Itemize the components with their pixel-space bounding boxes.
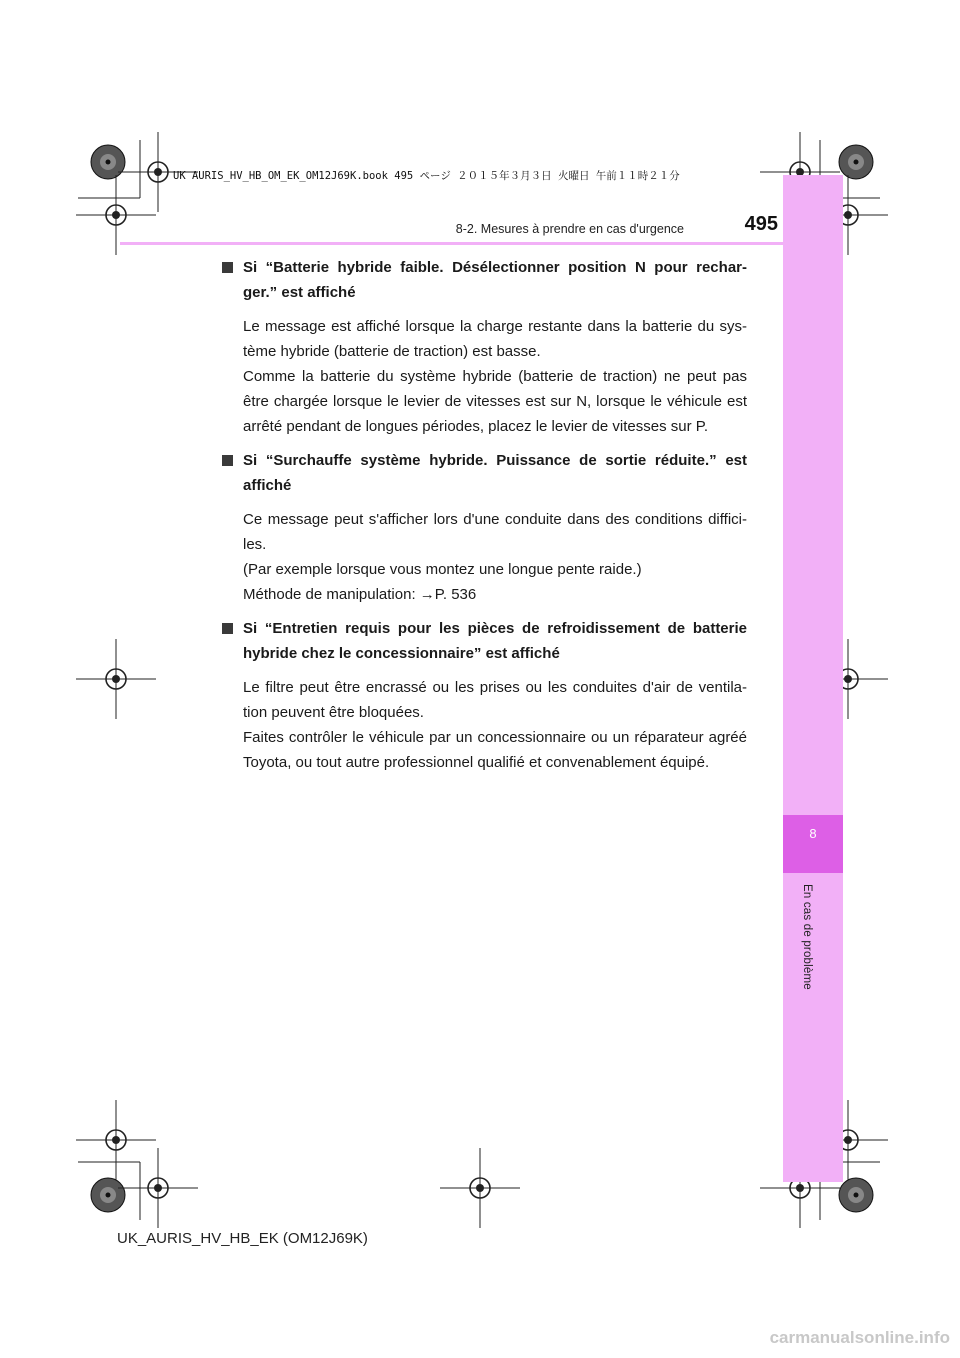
square-bullet-icon [222, 262, 233, 273]
crosshair-icon [440, 1148, 520, 1228]
entry-body: Ce message peut s'afficher lors d'une conduite dans des conditions diffici- les. (Par exemple lorsque vous montez une longue pente raide.) Méthode de manipulation: →P. 536 [243, 511, 747, 603]
crosshair-icon [76, 1100, 156, 1180]
side-tab [783, 175, 843, 1182]
target-burst-icon [839, 145, 873, 179]
entry-body: Le filtre peut être encrassé ou les prises ou les conduites d'air de ventila- tion peuvent être bloquées. Faites contrôler le véhicule par un concessionnaire ou un réparateur agréé Toyota, ou tout autre professionnel qualifié et convenablement équipé. [243, 679, 747, 771]
crosshair-icon [76, 639, 156, 719]
crosshair-icon [118, 1148, 198, 1228]
entry-title: Si “Surchauffe système hybride. Puissance de sortie réduite.” est affiché [222, 448, 747, 498]
chapter-tab [783, 815, 843, 873]
entry-cooling-maintenance [222, 616, 747, 775]
target-burst-icon [91, 1178, 125, 1212]
footer-code: UK_AURIS_HV_HB_EK (OM12J69K) [117, 1230, 368, 1247]
chapter-label: En cas de problème [801, 884, 813, 990]
print-header: UK AURIS_HV_HB_OM_EK_OM12J69K.book 495 ページ ２０１５年３月３日 火曜日 午前１１時２１分 [173, 170, 680, 182]
target-burst-icon [91, 145, 125, 179]
section-title: 8-2. Mesures à prendre en cas d'urgence [455, 222, 684, 236]
watermark: carmanualsonline.info [769, 1328, 950, 1347]
entry-body: Le message est affiché lorsque la charge restante dans la batterie du sys- tème hybride (batterie de traction) est basse. Comme la batterie du système hybride (batterie de traction) ne peut pas être chargée lorsque le levier de vitesses est sur N, lorsque le véhicule est arrêté pendant de longues périodes, placez le levier de vitesses sur P. [243, 318, 747, 435]
page-number: 495 [744, 213, 778, 235]
square-bullet-icon [222, 623, 233, 634]
entry-overheat [222, 448, 747, 607]
square-bullet-icon [222, 455, 233, 466]
entry-title: Si “Batterie hybride faible. Désélectionner position N pour rechar- ger.” est affiché [222, 255, 747, 305]
entry-title: Si “Entretien requis pour les pièces de refroidissement de batterie hybride chez le concessionnaire” est affiché [222, 616, 747, 666]
header-rule [120, 242, 783, 245]
chapter-number: 8 [809, 826, 817, 841]
content [222, 255, 747, 784]
target-burst-icon [839, 1178, 873, 1212]
entry-battery-low [222, 255, 747, 439]
